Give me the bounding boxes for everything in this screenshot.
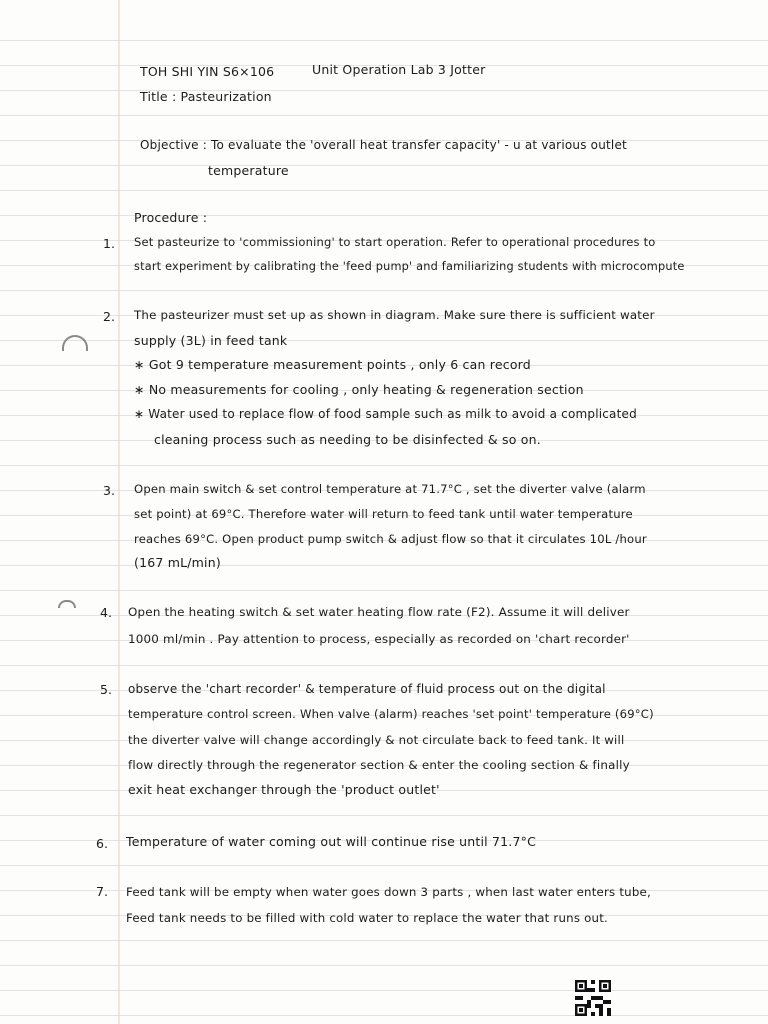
- step-number: 2.: [103, 309, 115, 324]
- step-line: ∗ No measurements for cooling , only heating & regeneration section: [134, 382, 584, 397]
- step-line: temperature control screen. When valve (alarm) reaches 'set point' temperature (69°C): [128, 707, 654, 721]
- step-number: 1.: [103, 236, 115, 251]
- step-line: ∗ Water used to replace flow of food sample such as milk to avoid a complicated: [134, 407, 637, 421]
- step-line: (167 mL/min): [134, 555, 221, 570]
- step-number: 6.: [96, 836, 108, 851]
- author-line: TOH SHI YIN S6×106: [140, 64, 275, 79]
- step-line: Open main switch & set control temperature at 71.7°C , set the diverter valve (alarm: [134, 482, 646, 496]
- step-number: 7.: [96, 884, 108, 899]
- qr-code-icon: [575, 980, 611, 1016]
- step-line: Open the heating switch & set water heating flow rate (F2). Assume it will deliver: [128, 605, 630, 619]
- step-line: reaches 69°C. Open product pump switch & adjust flow so that it circulates 10L /hour: [134, 532, 647, 546]
- step-line: exit heat exchanger through the 'product outlet': [128, 782, 440, 797]
- step-line: Feed tank needs to be filled with cold water to replace the water that runs out.: [126, 911, 608, 925]
- step-line: flow directly through the regenerator section & enter the cooling section & finally: [128, 758, 630, 772]
- binder-hole-icon: [62, 335, 88, 351]
- step-number: 4.: [100, 605, 112, 620]
- step-line: set point) at 69°C. Therefore water will return to feed tank until water temperature: [134, 507, 633, 521]
- course-line: Unit Operation Lab 3 Jotter: [312, 62, 486, 77]
- procedure-heading: Procedure :: [134, 210, 208, 225]
- step-line: supply (3L) in feed tank: [134, 333, 288, 348]
- step-line: Temperature of water coming out will continue rise until 71.7°C: [126, 834, 537, 849]
- step-line: ∗ Got 9 temperature measurement points , only 6 can record: [134, 357, 531, 372]
- step-line: cleaning process such as needing to be disinfected & so on.: [154, 432, 541, 447]
- step-line: start experiment by calibrating the 'feed pump' and familiarizing students with microcompute: [134, 260, 685, 273]
- step-number: 3.: [103, 483, 115, 498]
- step-number: 5.: [100, 682, 112, 697]
- objective-line-2: temperature: [208, 163, 289, 178]
- step-line: the diverter valve will change accordingly & not circulate back to feed tank. It will: [128, 733, 625, 747]
- step-line: 1000 ml/min . Pay attention to process, especially as recorded on 'chart recorder': [128, 632, 630, 646]
- step-line: The pasteurizer must set up as shown in diagram. Make sure there is sufficient water: [134, 308, 655, 322]
- objective-line-1: Objective : To evaluate the 'overall heat transfer capacity' - u at various outlet: [140, 138, 627, 152]
- binder-hole-icon: [58, 600, 76, 608]
- step-line: Set pasteurize to 'commissioning' to start operation. Refer to operational procedures to: [134, 235, 656, 249]
- page-title: Title : Pasteurization: [140, 89, 272, 104]
- step-line: observe the 'chart recorder' & temperature of fluid process out on the digital: [128, 682, 606, 696]
- step-line: Feed tank will be empty when water goes down 3 parts , when last water enters tube,: [126, 885, 651, 899]
